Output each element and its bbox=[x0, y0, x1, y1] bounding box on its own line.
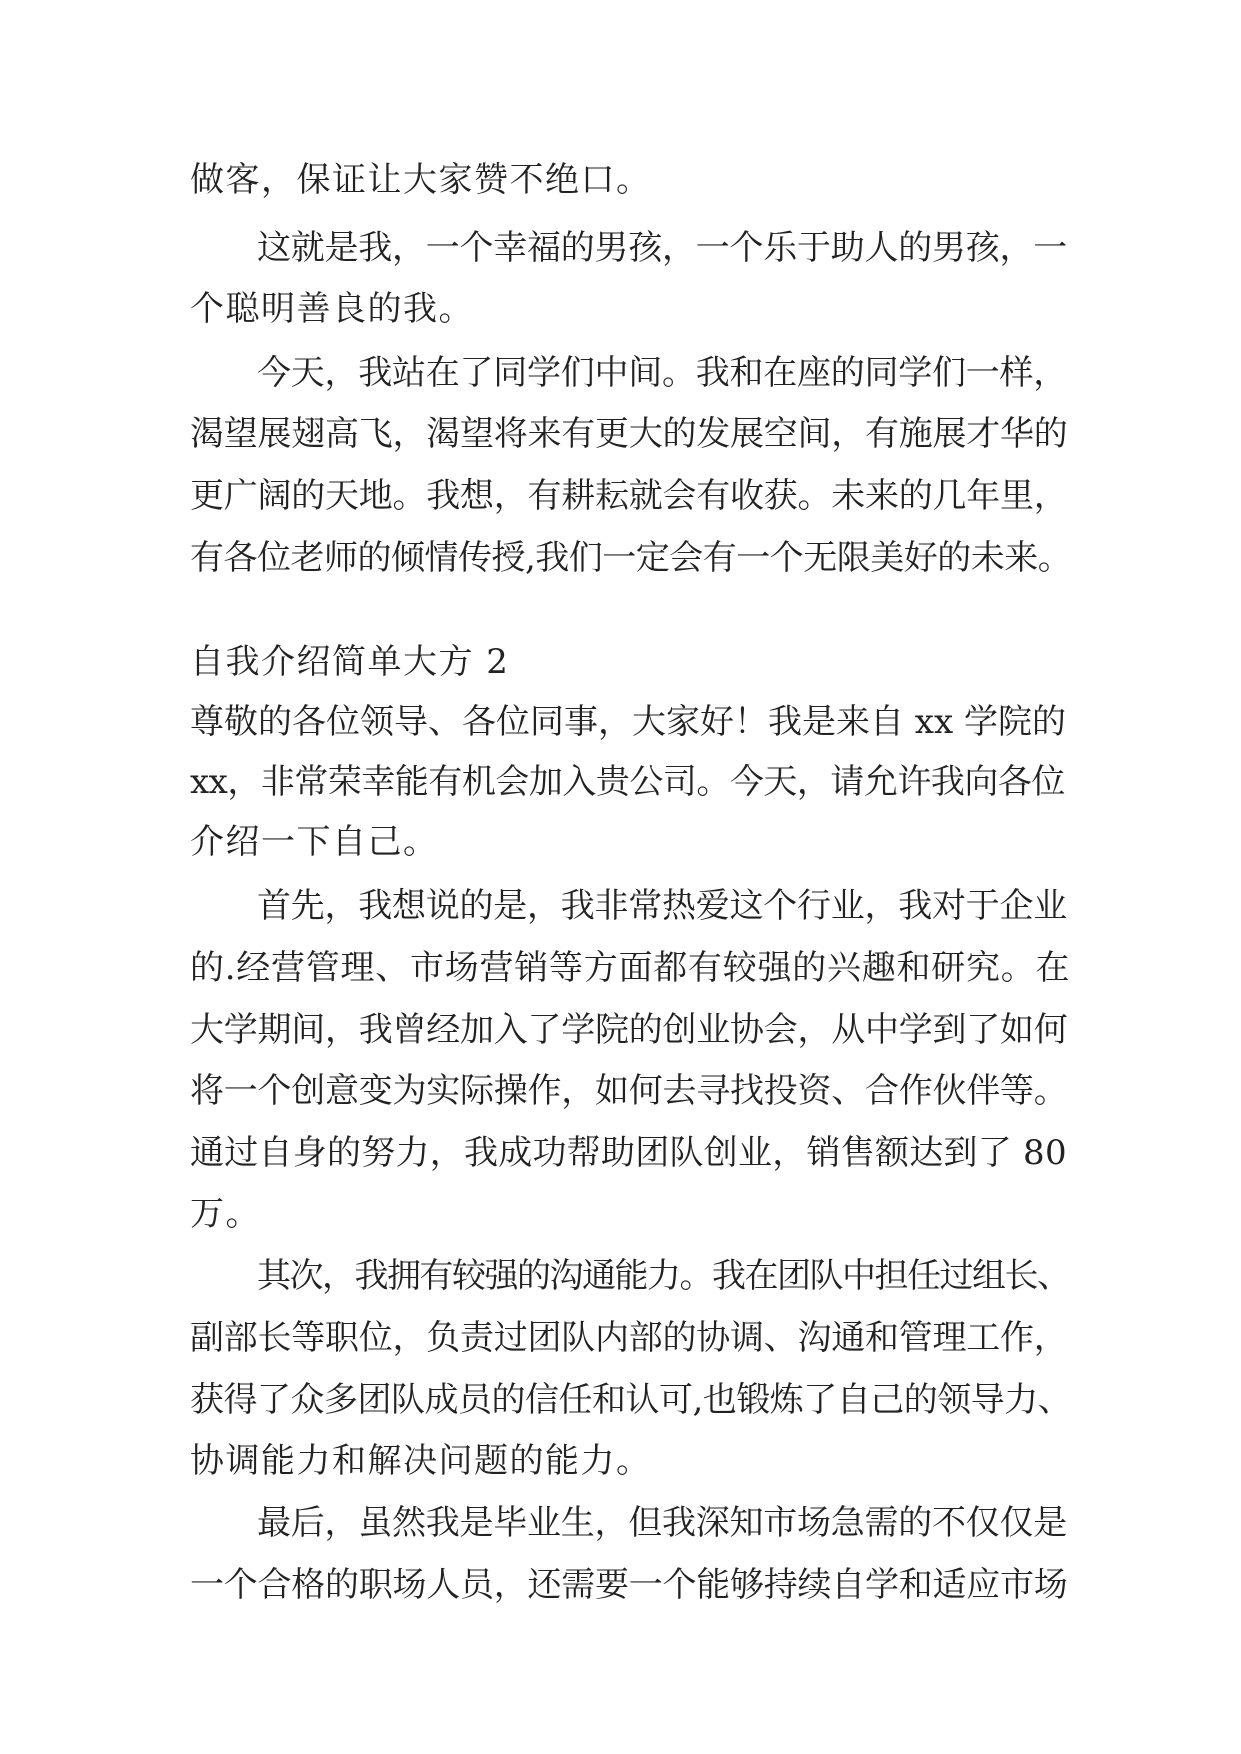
section-heading: 自我介绍简单大方 2 bbox=[190, 642, 510, 682]
text-line: 大学期间，我曾经加入了学院的创业协会，从中学到了如何 bbox=[190, 1010, 1068, 1050]
text-line: 有各位老师的倾情传授,我们一定会有一个无限美好的未来。 bbox=[190, 538, 1072, 578]
text-line: 一个合格的职场人员，还需要一个能够持续自学和适应市场 bbox=[190, 1565, 1068, 1605]
paragraph-first-line: 其次，我拥有较强的沟通能力。我在团队中担任过组长、 bbox=[257, 1256, 1070, 1296]
text-line: 协调能力和解决问题的能力。 bbox=[190, 1441, 652, 1481]
text-line: 通过自身的努力，我成功帮助团队创业，销售额达到了 80 bbox=[190, 1133, 1067, 1173]
text-line: 更广阔的天地。我想，有耕耘就会有收获。未来的几年里， bbox=[190, 476, 1068, 516]
text-line: xx，非常荣幸能有机会加入贵公司。今天，请允许我向各位 bbox=[190, 762, 1065, 802]
text-line: 万。 bbox=[190, 1194, 261, 1234]
text-line: 介绍一下自己。 bbox=[190, 822, 439, 862]
text-line: 将一个创意变为实际操作，如何去寻找投资、合作伙伴等。 bbox=[190, 1071, 1068, 1111]
text-line: 个聪明善良的我。 bbox=[190, 289, 474, 329]
paragraph-first-line: 这就是我，一个幸福的男孩，一个乐于助人的男孩，一 bbox=[257, 228, 1067, 268]
text-line: 副部长等职位，负责过团队内部的协调、沟通和管理工作， bbox=[190, 1318, 1068, 1358]
text-line: 尊敬的各位领导、各位同事，大家好！我是来自 xx 学院的 bbox=[190, 702, 1066, 742]
text-line: 获得了众多团队成员的信任和认可,也锻炼了自己的领导力、 bbox=[190, 1380, 1072, 1420]
paragraph-first-line: 最后，虽然我是毕业生，但我深知市场急需的不仅仅是 bbox=[257, 1503, 1067, 1543]
text-line: 渴望展翅高飞，渴望将来有更大的发展空间，有施展才华的 bbox=[190, 414, 1068, 454]
text-line: 做客，保证让大家赞不绝口。 bbox=[190, 160, 652, 200]
text-line: 的.经营管理、市场营销等方面都有较强的兴趣和研究。在 bbox=[190, 948, 1071, 988]
paragraph-first-line: 首先，我想说的是，我非常热爱这个行业，我对于企业 bbox=[257, 886, 1067, 926]
paragraph-first-line: 今天，我站在了同学们中间。我和在座的同学们一样， bbox=[257, 353, 1067, 393]
